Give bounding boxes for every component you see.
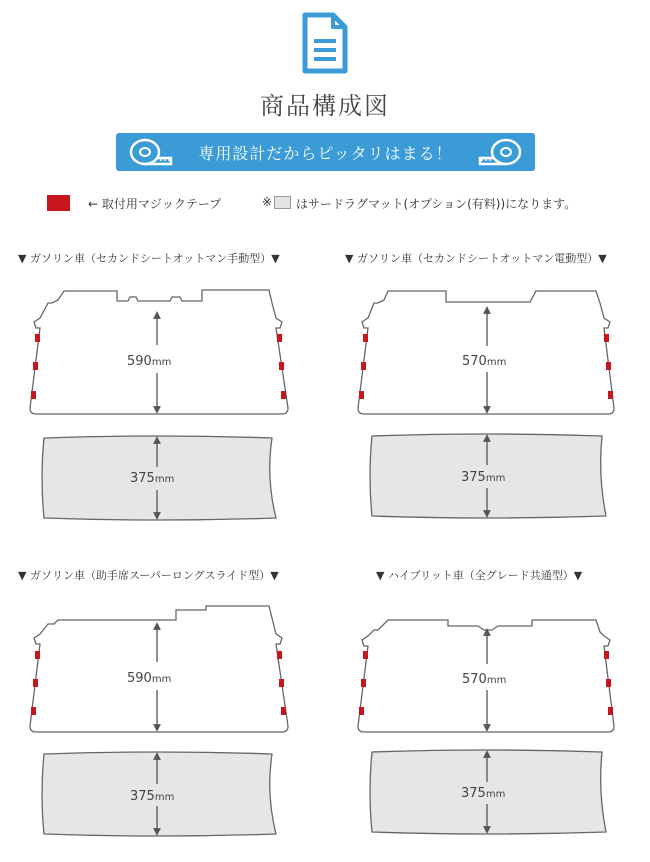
sub-dim-1: 375 — [130, 471, 155, 486]
main-dim-3: 590 — [127, 671, 152, 686]
main-dim-1: 590 — [127, 354, 152, 369]
svg-text:375mm — [461, 470, 505, 485]
sub-unit-4: mm — [485, 789, 506, 800]
main-dim-4: 570 — [462, 672, 487, 687]
unit-2: mm — [486, 357, 507, 368]
section-title-2: ▼ ガソリン車（セカンドシートオットマン電動型）▼ — [345, 252, 607, 265]
svg-text:375mm — [130, 789, 174, 804]
page-title: 商品構成図 — [260, 92, 390, 120]
section-title-3: ▼ ガソリン車（助手席スーパーロングスライド型）▼ — [18, 569, 279, 582]
sub-unit-1: mm — [154, 474, 175, 485]
tape-legend-label: ← 取付用マジックテープ — [88, 197, 222, 211]
section-title-4: ▼ ハイブリット車（全グレード共通型）▼ — [376, 569, 583, 582]
rug-mat-4 — [370, 750, 606, 834]
svg-text:375mm — [130, 471, 174, 486]
svg-text:590mm — [127, 671, 171, 686]
sub-dim-2: 375 — [461, 470, 486, 485]
svg-text:375mm — [461, 786, 505, 801]
main-dim-2: 570 — [462, 354, 487, 369]
unit-3: mm — [151, 674, 172, 685]
mat-legend-mark: ※ — [262, 195, 273, 209]
svg-text:570mm — [462, 354, 506, 369]
main-mat-2 — [358, 291, 614, 414]
main-mat-1 — [30, 290, 288, 414]
unit-4: mm — [486, 675, 507, 686]
sub-dim-4: 375 — [461, 786, 486, 801]
main-mat-3 — [30, 606, 288, 732]
unit-1: mm — [151, 357, 172, 368]
svg-text:590mm — [127, 354, 171, 369]
sub-unit-3: mm — [154, 792, 175, 803]
sub-unit-2: mm — [485, 473, 506, 484]
main-mat-4 — [358, 620, 614, 732]
banner-text: 専用設計だからピッタリはまる！ — [198, 144, 453, 163]
mat-legend-label: はサードラグマット(オプション(有料))になります。 — [296, 197, 577, 211]
rug-mat-1 — [42, 436, 276, 520]
rug-mat-2 — [370, 434, 606, 518]
sub-dim-3: 375 — [130, 789, 155, 804]
section-title-1: ▼ ガソリン車（セカンドシートオットマン手動型）▼ — [18, 252, 280, 265]
svg-text:570mm — [462, 672, 506, 687]
rug-mat-3 — [42, 752, 276, 836]
